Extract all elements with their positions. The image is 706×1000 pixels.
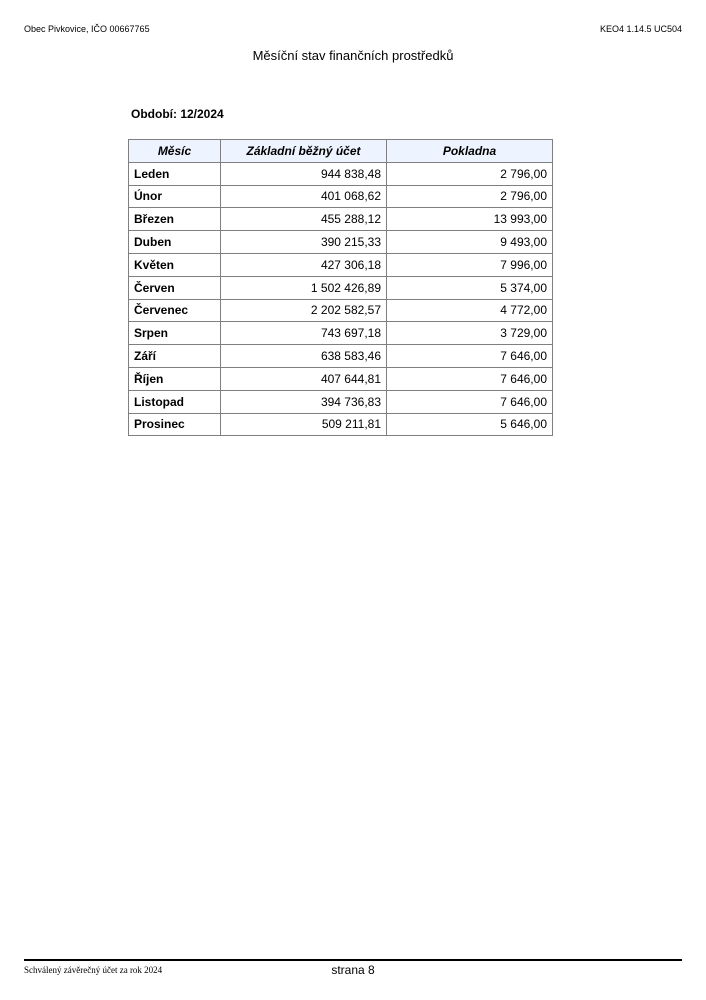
table-row [129, 162, 553, 185]
table-row [129, 299, 553, 322]
month-cell: Duben [129, 231, 221, 254]
account-cell: 2 202 582,57 [221, 299, 387, 322]
month-cell: Leden [129, 162, 221, 185]
column-header-month: Měsíc [129, 140, 221, 163]
account-cell: 394 736,83 [221, 390, 387, 413]
finance-table [128, 139, 553, 436]
table-row [129, 185, 553, 208]
month-cell: Červen [129, 276, 221, 299]
header-organization: Obec Pivkovice, IČO 00667765 [24, 24, 150, 34]
table-row [129, 390, 553, 413]
column-header-account: Základní běžný účet [221, 140, 387, 163]
month-cell: Říjen [129, 367, 221, 390]
footer-divider [24, 959, 682, 961]
cash-cell: 5 374,00 [387, 276, 553, 299]
table-row [129, 208, 553, 231]
month-cell: Listopad [129, 390, 221, 413]
account-cell: 1 502 426,89 [221, 276, 387, 299]
page-title: Měsíční stav finančních prostředků [252, 48, 454, 63]
cash-cell: 7 646,00 [387, 345, 553, 368]
cash-cell: 3 729,00 [387, 322, 553, 345]
table-row [129, 367, 553, 390]
month-cell: Prosinec [129, 413, 221, 436]
account-cell: 455 288,12 [221, 208, 387, 231]
table-row [129, 322, 553, 345]
cash-cell: 2 796,00 [387, 185, 553, 208]
account-cell: 944 838,48 [221, 162, 387, 185]
month-cell: Červenec [129, 299, 221, 322]
table-row [129, 345, 553, 368]
account-cell: 401 068,62 [221, 185, 387, 208]
cash-cell: 2 796,00 [387, 162, 553, 185]
footer-document-name: Schválený závěrečný účet za rok 2024 [24, 965, 163, 975]
account-cell: 638 583,46 [221, 345, 387, 368]
table-row [129, 253, 553, 276]
table-row [129, 276, 553, 299]
table-row [129, 413, 553, 436]
cash-cell: 7 646,00 [387, 367, 553, 390]
header-report-code: KEO4 1.14.5 UC504 [599, 24, 682, 34]
month-cell: Květen [129, 253, 221, 276]
month-cell: Srpen [129, 322, 221, 345]
account-cell: 407 644,81 [221, 367, 387, 390]
table-row [129, 231, 553, 254]
account-cell: 743 697,18 [221, 322, 387, 345]
account-cell: 390 215,33 [221, 231, 387, 254]
account-cell: 427 306,18 [221, 253, 387, 276]
account-cell: 509 211,81 [221, 413, 387, 436]
table-header-row [129, 140, 553, 163]
column-header-cash: Pokladna [387, 140, 553, 163]
cash-cell: 7 996,00 [387, 253, 553, 276]
cash-cell: 5 646,00 [387, 413, 553, 436]
cash-cell: 9 493,00 [387, 231, 553, 254]
cash-cell: 13 993,00 [387, 208, 553, 231]
page-number: strana 8 [331, 963, 375, 977]
month-cell: Únor [129, 185, 221, 208]
cash-cell: 4 772,00 [387, 299, 553, 322]
month-cell: Březen [129, 208, 221, 231]
cash-cell: 7 646,00 [387, 390, 553, 413]
month-cell: Září [129, 345, 221, 368]
period-label: Období: 12/2024 [131, 107, 224, 121]
